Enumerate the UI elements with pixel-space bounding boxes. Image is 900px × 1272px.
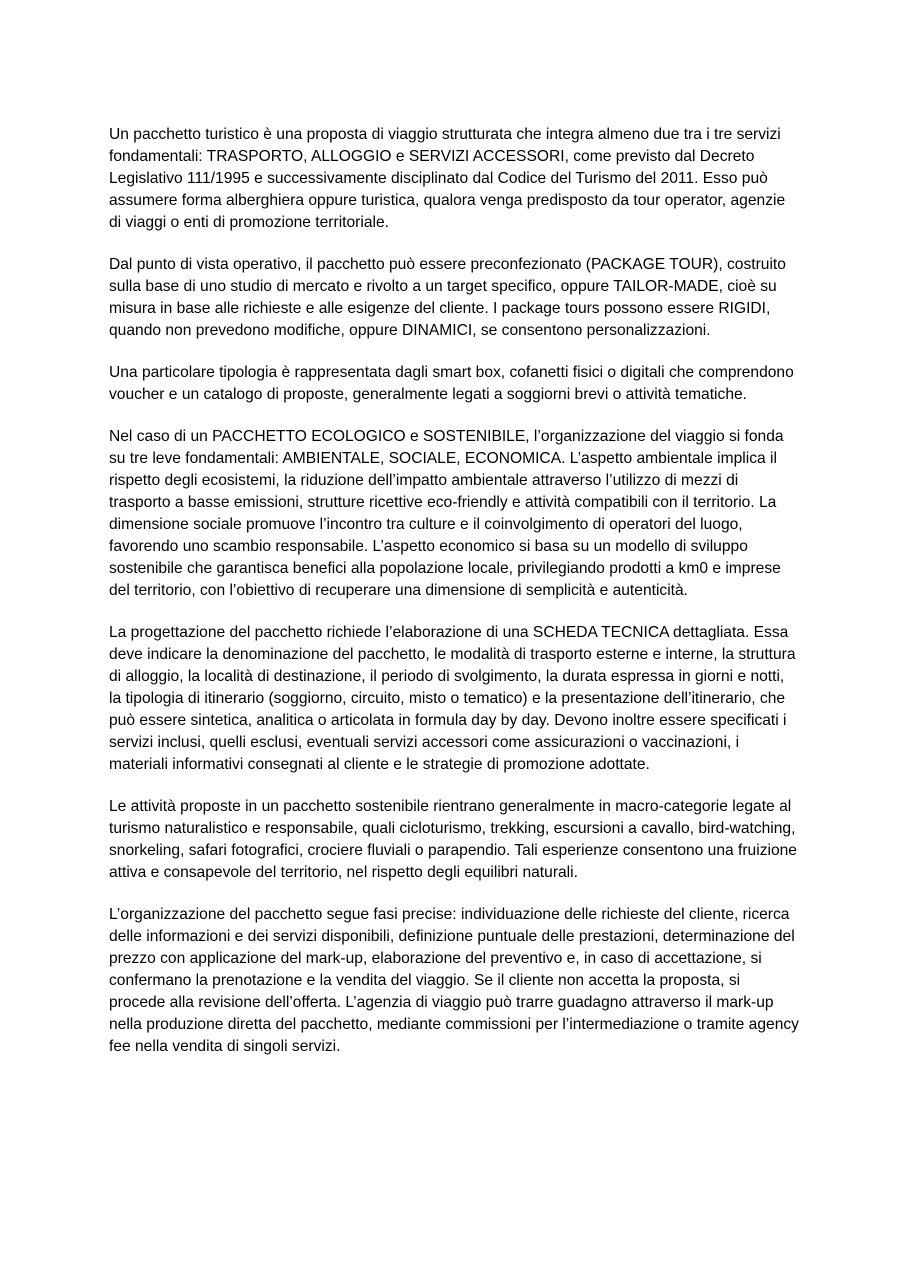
paragraph-definizione: Un pacchetto turistico è una proposta di viaggio strutturata che integra almeno due tra i tre servizi fondamentali: TRASPORTO, ALLOGGIO e SERVIZI ACCESSORI, come previsto dal Decreto Legislativo 111/1995 e successivamente disciplinato dal Codice del Turismo del 2011. Esso può assumere forma alberghiera oppure turistica, qualora venga predisposto da tour operator, agenzie di viaggi o enti di promozione territoriale. bbox=[109, 126, 786, 231]
paragraph-attivita-proposte: Le attività proposte in un pacchetto sostenibile rientrano generalmente in macro-categorie legate al turismo naturalistico e responsabile, quali cicloturismo, trekking, escursioni a cavallo, bird-watching, snorkeling, safari fotografici, crociere fluviali o parapendio. Tali esperienze consentono una fruizione attiva e consapevole del territorio, nel rispetto degli equilibri naturali. bbox=[109, 798, 797, 881]
document-page bbox=[109, 124, 799, 1078]
paragraph-smart-box: Una particolare tipologia è rappresentata dagli smart box, cofanetti fisici o digitali che comprendono voucher e un catalogo di proposte, generalmente legati a soggiorni brevi o attività tematiche. bbox=[109, 364, 794, 403]
paragraph-pacchetto-ecologico: Nel caso di un PACCHETTO ECOLOGICO e SOSTENIBILE, l’organizzazione del viaggio si fonda su tre leve fondamentali: AMBIENTALE, SOCIALE, ECONOMICA. L’aspetto ambientale implica il rispetto degli ecosistemi, la riduzione dell’impatto ambientale attraverso l’utilizzo di mezzi di trasporto a basse emissioni, strutture ricettive eco-friendly e attività compatibili con il territorio. La dimensione sociale promuove l’incontro tra culture e il coinvolgimento di operatori del luogo, favorendo uno scambio responsabile. L’aspetto economico si basa su un modello di sviluppo sostenibile che garantisca benefici alla popolazione locale, privilegiando prodotti a km0 e imprese del territorio, con l’obiettivo di recuperare una dimensione di semplicità e autenticità. bbox=[109, 428, 784, 599]
paragraph-organizzazione: L’organizzazione del pacchetto segue fasi precise: individuazione delle richieste del cliente, ricerca delle informazioni e dei servizi disponibili, definizione puntuale delle prestazioni, determinazione del prezzo con applicazione del mark-up, elaborazione del preventivo e, in caso di accettazione, si confermano la prenotazione e la vendita del viaggio. Se il cliente non accetta la proposta, si procede alla revisione dell’offerta. L’agenzia di viaggio può trarre guadagno attraverso il mark-up nella produzione diretta del pacchetto, mediante commissioni per l’intermediazione o tramite agency fee nella vendita di singoli servizi. bbox=[109, 906, 799, 1055]
paragraph-scheda-tecnica: La progettazione del pacchetto richiede l’elaborazione di una SCHEDA TECNICA dettagliata. Essa deve indicare la denominazione del pacchetto, le modalità di trasporto esterne e interne, la struttura di alloggio, la località di destinazione, il periodo di svolgimento, la durata espressa in giorni e notti, la tipologia di itinerario (soggiorno, circuito, misto o tematico) e la presentazione dell’itinerario, che può essere sintetica, analitica o articolata in formula day by day. Devono inoltre essere specificati i servizi inclusi, quelli esclusi, eventuali servizi accessori come assicurazioni o vaccinazioni, i materiali informativi consegnati al cliente e le strategie di promozione adottate. bbox=[109, 624, 796, 773]
paragraph-punto-di-vista-operativo: Dal punto di vista operativo, il pacchetto può essere preconfezionato (PACKAGE TOUR), costruito sulla base di uno studio di mercato e rivolto a un target specifico, oppure TAILOR-MADE, cioè su misura in base alle richieste e alle esigenze del cliente. I package tours possono essere RIGIDI, quando non prevedono modifiche, oppure DINAMICI, se consentono personalizzazioni. bbox=[109, 256, 786, 339]
